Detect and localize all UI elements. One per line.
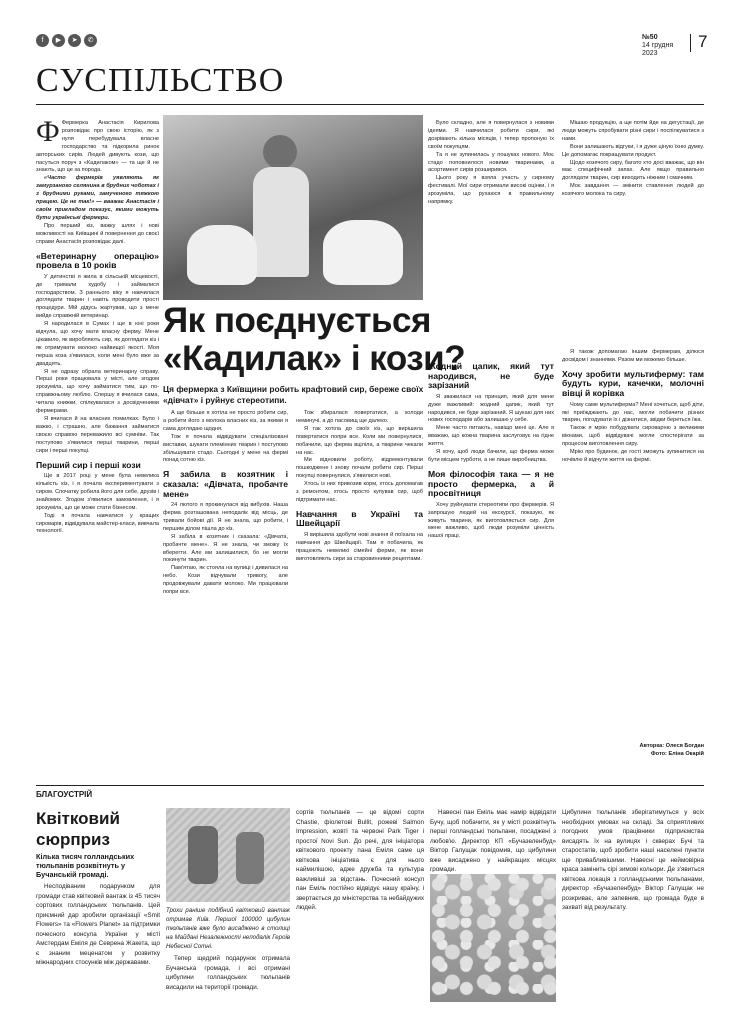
paragraph: Було складно, але я повернулася з новими ідеями. Я навчилася робити сири, які дозрівають кілька місяців, і тепер пропоную їх своїм покупцям. <box>428 120 554 150</box>
paragraph: Моє завдання — змінити ставлення людей до козячого молока та сиру. <box>562 183 704 198</box>
intro-quote: «Часто фермерів уявляють як замурзаного селянина в брудних чоботах і з брудними руками, замученого тяжкою працею. Це не так!» — вважає Анастасія і своїм прикладом показує, якими можуть бути українські фермери. <box>36 175 159 221</box>
article1-subtitle: Ця фермерка з Київщини робить крафтовий сир, береже своїх «дівчат» і руйнує стереотипи. <box>163 384 424 405</box>
paragraph: Тож я почала відвідувати спеціалізовані виставки, шукати племінних тварин і поступово збільшувати стадо. Сьогодні у мене на фермі понад сотню кіз. <box>163 433 288 464</box>
paragraph: Цибулини тюльпанів зберігатимуться у всіх необхідних умовах на складі. За сприятливих погодних умов працівники підприємства висадять їх на вулицях і скверах Бучі та старостатів, щоб зробити наші населені пункти ще привабливішими. Навесні це неймовірна краса замінить сірі зимові кольори. Де з'явиться квіткова локація з голландськими тюльпанами, директор «Бучазеленбуд» Віктор Галущак не розкриває, але запевнив, що громада буде в захваті від результату. <box>562 809 704 911</box>
drop-cap: Ф <box>36 120 60 148</box>
paragraph: Мішаю продукцію, а ще потім йде на дегустації, де люди можуть спробувати різні сири і поспілкуватися з нами. <box>562 120 704 142</box>
paragraph: Тож збиралася повертатися, а холоди неминучі, а до пасовищ ще далеко. <box>296 410 423 424</box>
paragraph: Чому саме мультиферма? Мені хочеться, щоб діти, які приїжджають до нас, могли побачити різних тварин, погодувати їх і дізнатися, звідки береться їжа. <box>562 401 704 424</box>
headline-line: сюрприз <box>36 830 110 849</box>
article2-col4 <box>430 808 556 872</box>
subheading: Навчання в Україні та Швейцарії <box>296 508 423 529</box>
youtube-icon[interactable]: ▶ <box>52 34 65 47</box>
author-credit: Авторка: Олеся Богдан <box>639 743 704 749</box>
subheading: Я забила в козятник і сказала: «Дівчата, пробачте мене» <box>163 469 288 499</box>
photo-person <box>236 832 264 884</box>
article1-col3 <box>296 410 423 772</box>
paragraph: Я не одразу обрала ветеринарну справу. Перші роки працювала у місті, але згодом зрозуміла, що хочу займатися тим, що по-справжньому люблю. Спершу я вчилася сама, читала книжки, спілкувалася з досвідченими фермерами. <box>36 368 159 415</box>
article2-col1 <box>36 882 160 1002</box>
photo-person <box>188 826 218 884</box>
article2-col5 <box>562 808 704 1002</box>
article1-credits <box>562 742 704 758</box>
paragraph: Я так хотіла до своїх кіз, що вирішила повертатися попри все. Коли ми повернулися, побачили, що ферма вціліла, а тварини чекали на нас. <box>296 425 423 456</box>
photo-woman-dress <box>253 167 309 277</box>
article1-photo-goats <box>163 115 423 300</box>
paragraph: Несподіваним подарунком для громади став квітковий вантаж із 45 тисяч сортових голландських тюльпанів. Цей приємний дар зробили організації «Smit Flowers» та «Flowers Planet» за підтримки почесного консула України у місті Амстердам Еміля де Севрена Жакета, що є знаним меценатом у розвитку міжнародних стосунків між державами. <box>36 883 160 966</box>
subheading: Перший сир і перші кози <box>36 459 141 470</box>
paragraph: Та я не зупинилась у пошуках нового. Моє стадо поповнилося новими тваринами, а асортимент сирів розширився. <box>428 151 554 174</box>
photo-goat <box>323 220 403 285</box>
section2-title: БЛАГОУСТРІЙ <box>36 790 93 799</box>
article2-col3 <box>296 808 424 1002</box>
issue-date: 14 грудня 2023 <box>642 42 674 57</box>
paragraph: Я зважилася на принцип, який для мене дуже важливий: жодний цапик, який тут народився, не буде зарізаний. Я шукаю для них нових господарів або залишаю у себе. <box>428 393 554 424</box>
subheading: Хочу зробити мультиферму: там будуть кури, качечки, молочні вівці й корівка <box>562 368 704 399</box>
article2-col2 <box>166 954 290 1002</box>
photo-goat <box>187 225 257 285</box>
section-title: СУСПІЛЬСТВО <box>36 62 285 99</box>
paragraph: Також я мрію побудувати сироварню з великими вікнами, щоб відвідувачі могли спостерігати за процесом виготовлення сиру. <box>562 425 704 448</box>
paragraph: А ще більше я хотіла не просто робити сир, а робити його з молока власних кіз, за якими я сама доглядаю щодня. <box>163 410 288 432</box>
intro-paragraph: Фермерка Анастасія Кирилова розповідає про свою історію, як з нуля перебудувала власне господарство та підкорила ринок авторських сирів. Людей дивують кози, що пасуться поруч з «Кадилаком» — та ще й не знають, що це за порода. <box>36 120 159 174</box>
article2-photo-bulbs <box>430 874 556 1002</box>
paragraph: Тепер щедрий подарунок отримала Бучанська громада, і всі отримані цибулини голландських тюльпанів висадили на території громади. <box>166 955 290 991</box>
article1-col5 <box>562 120 704 740</box>
article2-photo-planting <box>166 808 290 902</box>
viber-icon[interactable]: ✆ <box>84 34 97 47</box>
headline-line: Квітковий <box>36 809 120 828</box>
paragraph: Ще в 2017 році у мене була невелика кількість кіз, і я почала експериментувати з сиром. Спочатку робила його для себе, друзів і знайомих. Згодом з'явилися замовлення, і я зрозуміла, що це може стати бізнесом. <box>36 473 159 511</box>
paragraph: Я народилася в Сумах і ще в юні роки відчула, що хочу мати власну ферму. Мене цікавило, як виробляють сир, як доглядати кіз і як отримувати молоко найвищої якості. Моя перша коза з'явилася, коли мені було вже за двадцять. <box>36 321 159 367</box>
headline-line: «Кадилак» і кози? <box>163 339 466 378</box>
paragraph: У дитинстві я жила в сільській місцевості, де тримали худобу і займалися господарством. З раннього віку я навчилася доглядати тварин і навіть проводити прості процедури. Мій дідусь жартував, що з мене вийде справжній ветеринар. <box>36 273 159 320</box>
paragraph: Я хочу, щоб люди бачили, що ферма може бути місцем турботи, а не лише виробництва. <box>428 449 554 463</box>
paragraph: Вони залишають відгуки, і я дуже ціную їхню думку. Це допомагає покращувати продукт. <box>562 143 704 158</box>
issue-info <box>642 34 688 58</box>
headline-clearance <box>562 199 704 349</box>
issue-number: №50 <box>642 34 658 41</box>
page-number: 7 <box>698 32 708 51</box>
telegram-icon[interactable]: ➤ <box>68 34 81 47</box>
paragraph: Я забіла в козятник і сказала: «Дівчата, пробачте мене». Я не знала, чи зможу їх вберегти. Але ми залишилися, бо не могли покинути тварин. <box>163 533 288 564</box>
article1-col1 <box>36 120 159 770</box>
paragraph: Я також допомагаю іншим фермерам, ділюся досвідом і знаннями. Разом ми можемо більше. <box>562 349 704 363</box>
paragraph: Про перший кіз, важку шлях і нові можливості на Київщині й повернення до своєї справи Анастасія розповідає далі. <box>36 222 159 245</box>
paragraph: сортів тюльпанів — це відомі сорти Chastie, фіолетові Bullit, рожеві Salmon Impression, жовті та червоні Park Tiger і простої Novi Sun. До речі, для ініціатора квіткового проекту пана Еміля саме ця квіткова ініціатива є для нього наймилішою, адже дружба та культура важливіші за відстань. Почесний консул пан Еміль постійно відвідує нашу країну, і звертається до міністерства та небайдужих людей. <box>296 809 424 911</box>
photo-caption: Трохи раніше подібний квітковий вантаж отримав Київ. Першої 100000 цибулин тюльпанів вже було висаджено в столиці на Майдані Незалежності неподалік Героїв Небесної Сотні. <box>166 907 290 950</box>
paragraph: Тоді я почала навчатися у кращих сироварів, відвідувала майстер-класи, вивчала технології. <box>36 512 159 535</box>
photo-woman-head <box>263 135 297 169</box>
paragraph: Ми відновили роботу, відремонтували пошкоджене і знову почали робити сир. Перші покупці повернулися, з'явилися нові. <box>296 457 423 480</box>
article1-col4 <box>428 120 554 772</box>
headline-line: Як поєднується <box>163 301 431 340</box>
paragraph: Мрію про будинок, де гості зможуть зупинитися на ночівлю й відчути життя на фермі. <box>562 449 704 463</box>
article2-lead: Кілька тисяч голландських тюльпанів розквітнуть у Бучанській громаді. <box>36 852 135 879</box>
paragraph: Щодо козячого сиру, багато хто досі вважає, що він має специфічний запах. Але якщо правильно доглядати тварин, сир виходить ніжним і смачним. <box>562 159 704 182</box>
paragraph: Цього року я взяла участь у сирному фестивалі. Мої сири отримали високі оцінки, і я зрозуміла, що рухаюся в правильному напрямку. <box>428 175 554 206</box>
paragraph: Мене часто питають, навіщо мені це. Але я вважаю, що кожна тварина заслуговує на гідне життя. <box>428 425 554 448</box>
photo-credit: Фото: Еліна Окарій <box>650 751 704 757</box>
paragraph: Хтось із них привозив корм, хтось допомагав з ремонтом, хтось просто купував сир, щоб підтримати нас. <box>296 481 423 503</box>
section2-rule <box>36 785 704 786</box>
paragraph: Хочу руйнувати стереотипи про фермерів. Я запрошую людей на екскурсії, показую, як живуть тварини, як виготовляється сир. Для мене важливо, щоб люди розуміли цінність нашої праці. <box>428 501 554 540</box>
subheading: Жодний цапик, який тут народився, не буде зарізаний <box>428 360 554 391</box>
headline-clearance <box>428 207 554 357</box>
paragraph: Я вирішила здобути нові знання й поїхала на навчання до Швейцарії. Там я побачила, як працюють невеликі сімейні ферми, як вони виготовляють сири за старовинними рецептами. <box>296 532 423 562</box>
social-icons <box>36 34 97 47</box>
section-rule <box>36 104 704 105</box>
article1-col2 <box>163 410 288 772</box>
facebook-icon[interactable]: f <box>36 34 49 47</box>
article2-caption <box>166 906 290 951</box>
subheading: Моя філософія така — я не просто фермерка, а й просвітниця <box>428 468 554 499</box>
paragraph: 24 лютого я прокинулася від вибухів. Наша ферма розташована неподалік від місць, де тривали бойові дії. Я не знала, що робити, і першим ділом пішла до кіз. <box>163 502 288 532</box>
subheading: «Ветеринарну операцію» провела в 10 років <box>36 250 159 271</box>
paragraph: Навесні пан Еміль має намір відвідати Бучу, щоб побачити, як у місті розквітнуть перші голландські тюльпани, посаджені з любов'ю. Директор КП «Бучазеленбуд» Віктор Галущак повідомив, що цибулини вже висаджено у найкращих місцях громади. <box>430 809 556 872</box>
paragraph: Я вчилася й на власних помилках. Було і важко, і страшно, але бажання займатися своєю справою переважило всі сумніви. Так поступово з'явилися перші тварини, перші сири і перші покупці. <box>36 416 159 454</box>
paragraph: Пам'ятаю, як стояла на вулиці і дивилася на небо. Кози відчували тривогу, але продовжували давати молоко. Ми працювали попри все. <box>163 565 288 596</box>
header-divider <box>690 34 691 52</box>
